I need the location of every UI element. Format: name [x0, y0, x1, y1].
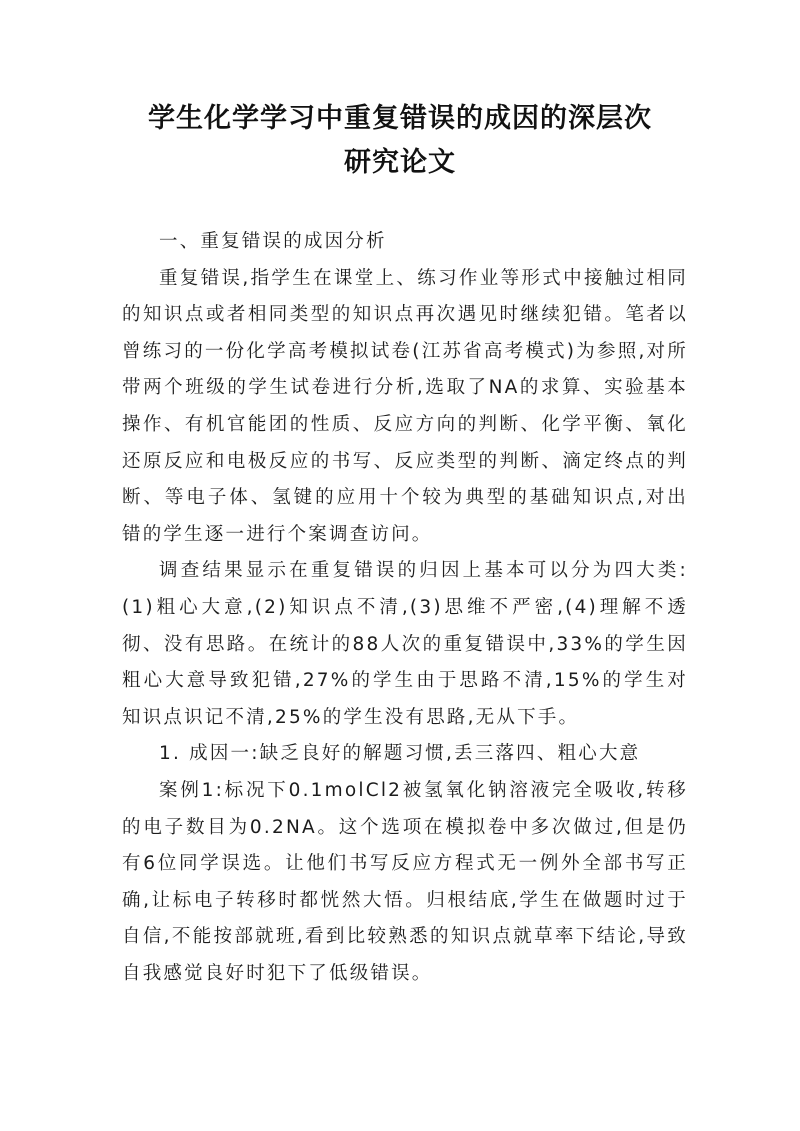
- subsection-heading: 1. 成因一:缺乏良好的解题习惯,丢三落四、粗心大意: [159, 743, 641, 765]
- body-paragraph: 调查结果显示在重复错误的归因上基本可以分为四大类:(1)粗心大意,(2)知识点不清,(3)思维不严密,(4)理解不透彻、没有思路。在统计的88人次的重复错误中,33%的学生因粗心大意导致犯错,27%的学生由于思路不清,15%的学生对知识点识记不清,25%的学生没有思路,无从下手。: [122, 560, 688, 728]
- body-paragraph: 案例1:标况下0.1molCl2被氢氧化钠溶液完全吸收,转移的电子数目为0.2NA。这个选项在模拟卷中多次做过,但是仍有6位同学误选。让他们书写反应方程式无一例外全部书写正确,让标电子转移时都恍然大悟。归根结底,学生在做题时过于自信,不能按部就班,看到比较熟悉的知识点就草率下结论,导致自我感觉良好时犯下了低级错误。: [122, 779, 688, 984]
- document-body: [122, 224, 688, 992]
- document-title-line-1: 学生化学学习中重复错误的成因的深层次: [148, 103, 652, 134]
- body-paragraph: 重复错误,指学生在课堂上、练习作业等形式中接触过相同的知识点或者相同类型的知识点再次遇见时继续犯错。笔者以曾练习的一份化学高考模拟试卷(江苏省高考模式)为参照,对所带两个班级的学生试卷进行分析,选取了NA的求算、实验基本操作、有机官能团的性质、反应方向的判断、化学平衡、氧化还原反应和电极反应的书写、反应类型的判断、滴定终点的判断、等电子体、氢键的应用十个较为典型的基础知识点,对出错的学生逐一进行个案调查访问。: [122, 267, 688, 545]
- document-title-line-2: 研究论文: [344, 147, 456, 178]
- section-heading: 一、重复错误的成因分析: [159, 231, 387, 252]
